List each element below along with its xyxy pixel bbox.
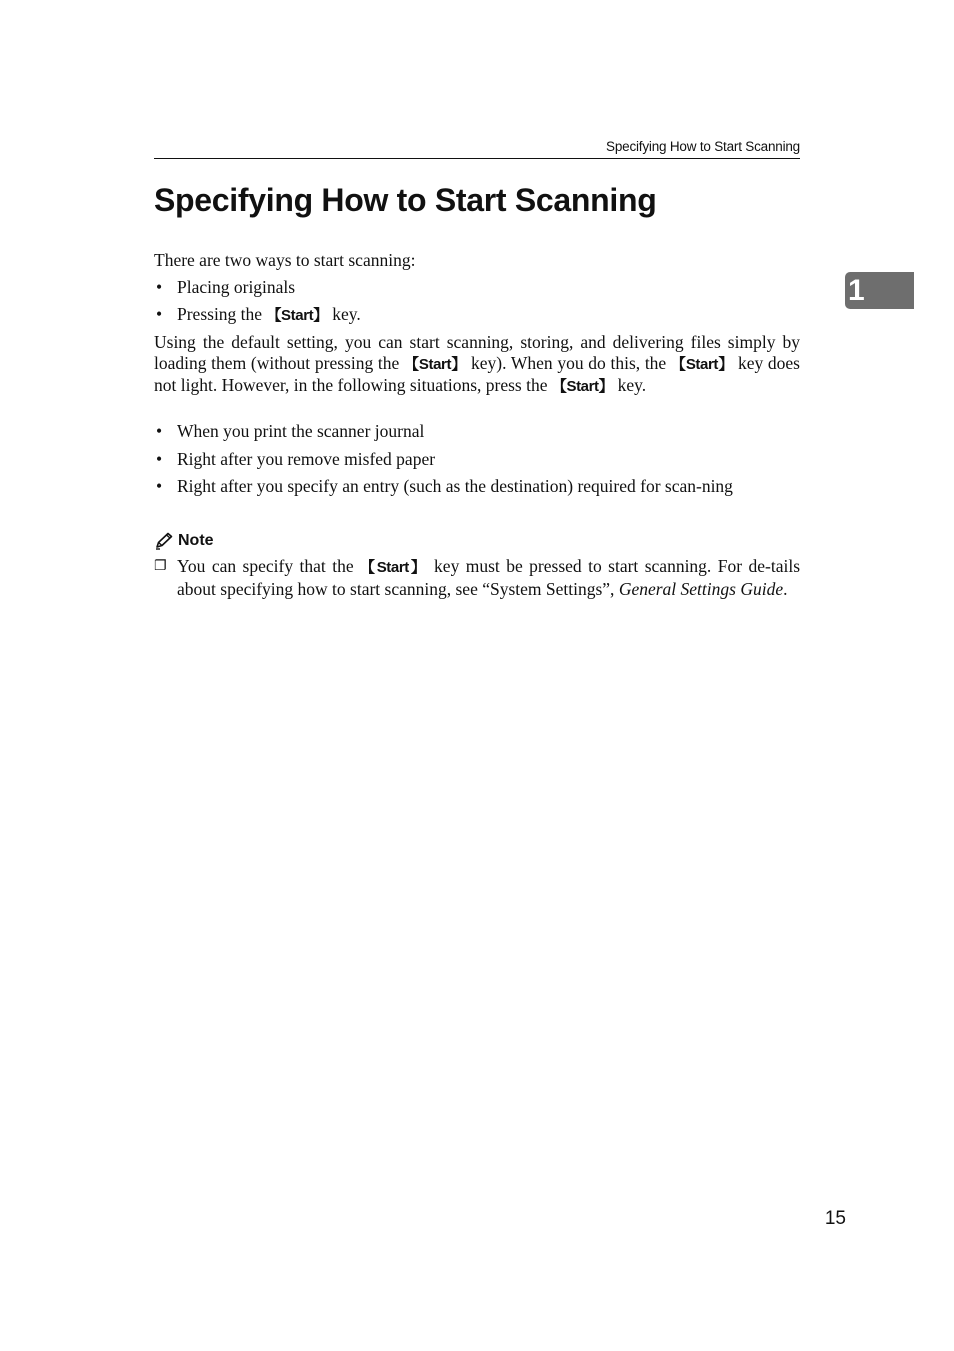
note-label: Note [178,532,214,549]
list-item-text: Right after you specify an entry (such as the destination) required for scan-ning [177,476,733,496]
paragraph-text: key does not light. However, in the following situations, press the [154,352,800,396]
bullet-icon: • [156,449,163,469]
body-paragraph [154,332,800,398]
list-item [154,304,800,327]
bullet-icon: • [156,476,163,496]
list-item [154,277,800,298]
pencil-icon [154,532,174,550]
page-number: 15 [824,1208,846,1229]
list-item-text: Placing originals [177,277,296,297]
list-item-text: key. [327,304,361,324]
manual-reference: General Settings Guide [618,578,784,599]
start-key-label: 【Start】 [403,355,467,373]
note-heading [154,532,214,550]
intro-text: There are two ways to start scanning: [154,250,416,270]
list-item [154,449,800,470]
paragraph-text: key. [613,375,647,396]
list-item [154,476,800,497]
paragraph-text: Using the default setting, you can start scanning, storing, and delivering files simply by loading them (without pressing the [154,332,800,373]
list-item-text: Right after you remove misfed paper [177,449,436,469]
running-head: Specifying How to Start Scanning [606,139,800,154]
header-rule [154,158,800,159]
list-item-text: Pressing the [177,304,267,324]
page-title: Specifying How to Start Scanning [154,182,657,218]
list-item-text: When you print the scanner journal [177,421,425,441]
bullet-icon: • [156,304,163,324]
note-text: . [783,578,788,599]
start-key-label: 【Start】 [266,307,328,324]
note-text: key must be pressed to start scanning. For de-tails about specifying how to start scanning, see “System Settings”, [177,556,800,599]
list-item [154,421,800,442]
bullet-icon: • [156,277,163,297]
start-key-label: 【Start】 [670,355,734,373]
chapter-tab: 1 [845,272,914,309]
start-key-label: 【Start】 [360,559,428,576]
note-item [154,556,800,599]
checkbox-icon: ❐ [154,558,167,574]
bullet-icon: • [156,421,163,441]
start-key-label: 【Start】 [551,378,614,396]
paragraph-text: key). When you do this, the [466,352,671,373]
note-text: You can specify that the [177,556,361,576]
